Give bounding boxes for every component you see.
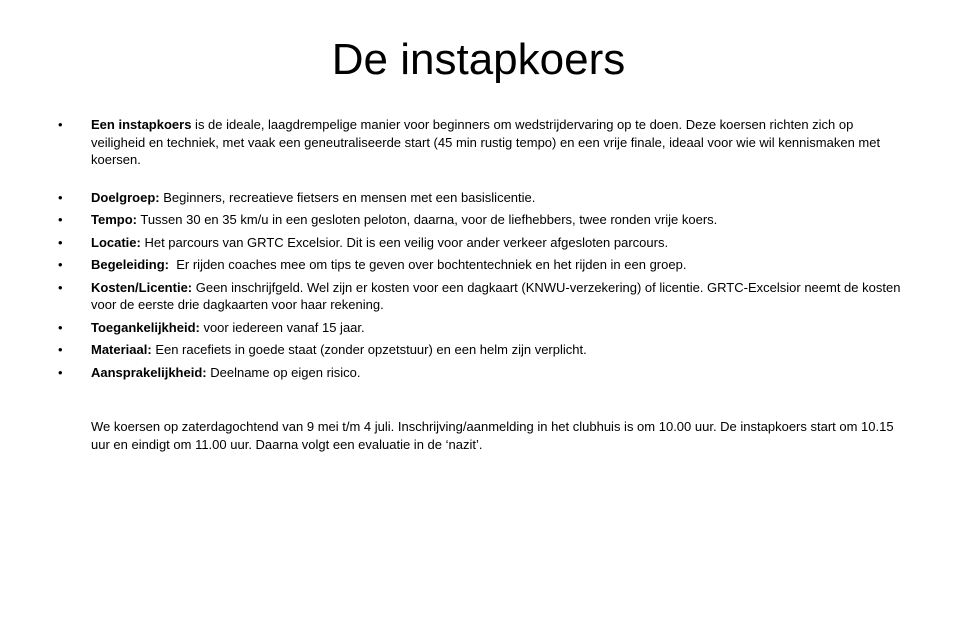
bullet-icon: • (58, 189, 63, 205)
bullet-icon: • (58, 234, 63, 250)
item-label: Doelgroep: (91, 189, 160, 205)
bullet-icon: • (58, 279, 63, 295)
list-item (58, 279, 908, 314)
list-item (58, 319, 908, 337)
list-item (58, 189, 908, 207)
item-text: Er rijden coaches mee om tips te geven over bochtentechniek en het rijden in een groep. (169, 257, 687, 272)
list-item (58, 234, 908, 252)
item-text: Beginners, recreatieve fietsers en mensen met een basislicentie. (159, 189, 536, 205)
list-item (58, 116, 908, 169)
item-text: Deelname op eigen risico. (206, 364, 361, 380)
item-label: Toegankelijkheid: (91, 319, 200, 335)
bullet-icon: • (58, 117, 63, 132)
list-item (58, 211, 908, 229)
item-label: Kosten/Licentie: (91, 279, 193, 295)
item-text: Tussen 30 en 35 km/u in een gesloten peloton, daarna, voor de liefhebbers, twee ronden vrije koers. (136, 212, 718, 227)
item-label: Een instapkoers (91, 117, 192, 132)
bullet-icon: • (58, 342, 63, 357)
item-text: Geen inschrijfgeld. Wel zijn er kosten voor een dagkaart (KNWU-verzekering) of licentie. GRTC-Excelsior neemt de kosten voor de eerste drie dagkaarten voor haar rekening. (91, 279, 901, 312)
item-label: Aansprakelijkheid: (91, 364, 207, 380)
bullet-icon: • (58, 319, 63, 335)
list-item (58, 341, 908, 359)
item-text: is de ideale, laagdrempelige manier voor beginners om wedstrijdervaring op te doen. Deze koersen richten zich op veiligheid en techniek, met vaak een geneutraliseerde start (45 min rustig tempo) en een vrije finale, ideaal voor wie wil kennismaken met koersen. (91, 117, 881, 167)
item-text: Een racefiets in goede staat (zonder opzetstuur) en een helm zijn verplicht. (151, 342, 587, 357)
item-text: voor iedereen vanaf 15 jaar. (199, 319, 365, 335)
bullet-list (58, 116, 908, 386)
item-label: Materiaal: (91, 342, 152, 357)
list-item (58, 364, 908, 382)
item-label: Locatie: (91, 234, 141, 250)
schedule-paragraph: We koersen op zaterdagochtend van 9 mei t/m 4 juli. Inschrijving/aanmelding in het clubhuis is om 10.00 uur. De instapkoers start om 10.15 uur en eindigt om 11.00 uur. Daarna volgt een evaluatie in de ‘nazit’. (91, 419, 894, 452)
item-text: Het parcours van GRTC Excelsior. Dit is een veilig voor ander verkeer afgesloten parcours. (140, 234, 669, 250)
bullet-icon: • (58, 257, 63, 272)
bullet-icon: • (58, 364, 63, 380)
item-label: Begeleiding: (91, 257, 170, 272)
slide-title: De instapkoers (331, 35, 626, 84)
bullet-icon: • (58, 212, 63, 227)
list-item (58, 256, 908, 274)
item-label: Tempo: (91, 212, 137, 227)
